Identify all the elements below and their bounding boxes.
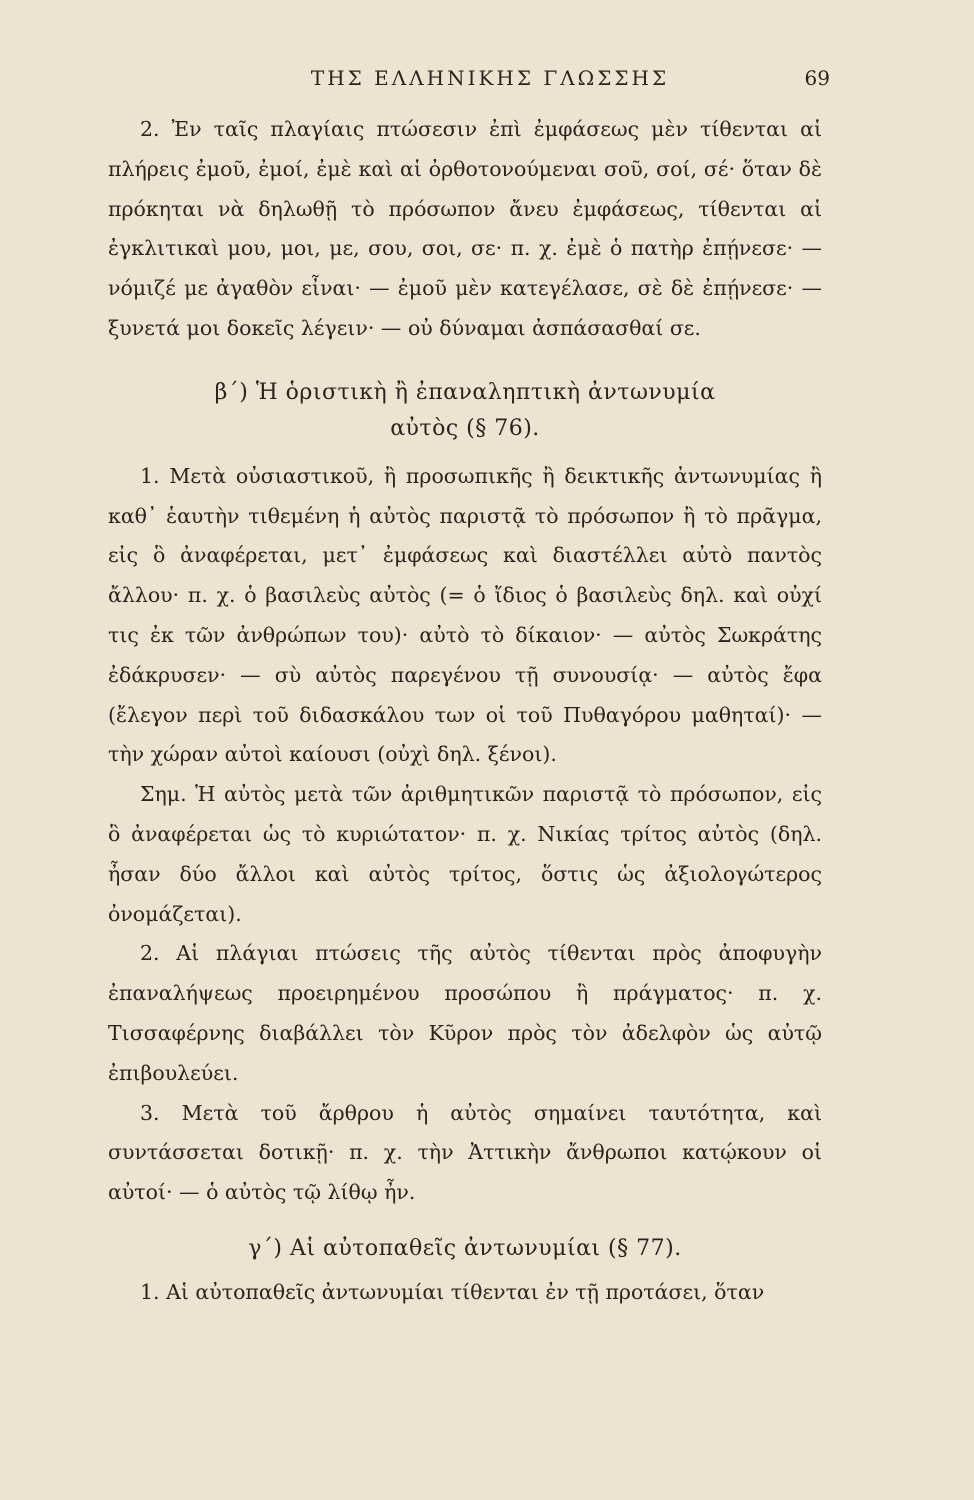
section-heading-b-line2: αὐτὸς (§ 76). <box>390 415 540 441</box>
paragraph-g1: 1. Αἱ αὐτοπαθεῖς ἀντωνυμίαι τίθενται ἐν τῇ προτάσει, ὅταν <box>140 1279 765 1304</box>
paragraph-b1: 1. Μετὰ οὐσιαστικοῦ, ἢ προσωπικῆς ἢ δεικτικῆς ἀντωνυμίας ἢ καθ᾽ ἑαυτὴν τιθεμένη ἡ αὐτὸς παριστᾷ τὸ πρόσωπον ἢ τὸ πρᾶγμα, εἰς ὃ ἀναφέρεται, μετ᾽ ἐμφάσεως καὶ διαστέλλει αὐτὸ παντὸς ἄλλου· π. χ. ὁ βασιλεὺς αὐτὸς (= ὁ ἴδιος ὁ βασιλεὺς δηλ. καὶ οὐχί τις ἐκ τῶν ἀνθρώπων του)· αὐτὸ τὸ δίκαιον· — αὐτὸς Σωκράτης ἐδάκρυσεν· — σὺ αὐτὸς παρεγένου τῇ συνουσίᾳ· — αὐτὸς ἔφα (ἔλεγον περὶ τοῦ διδασκάλου των οἱ τοῦ Πυθαγόρου μαθηταί)· — τὴν χώραν αὐτοὶ καίουσι (οὐχὶ δηλ. ξένοι). <box>108 463 822 767</box>
section-heading-b <box>108 375 822 447</box>
section-heading-b-line1: β΄) Ἡ ὁριστικὴ ἢ ἐπαναληπτικὴ ἀντωνυμία <box>214 379 716 405</box>
paragraph-b2: 2. Αἱ πλάγιαι πτώσεις τῆς αὐτὸς τίθενται πρὸς ἀποφυγὴν ἐπαναλήψεως προειρημένου προσώπου ἢ πράγματος· π. χ. Τισσαφέρνης διαβάλλει τὸν Κῦρον πρὸς τὸν ἀδελφὸν ὡς αὐτῷ ἐπιβουλεύει. <box>108 941 822 1085</box>
running-title: ΤΗΣ ΕΛΛΗΝΙΚΗΣ ΓΛΩΣΣΗΣ <box>310 66 670 90</box>
body-text <box>108 110 822 1313</box>
section-heading-g: γ΄) Αἱ αὐτοπαθεῖς ἀντωνυμίαι (§ 77). <box>248 1235 682 1261</box>
paragraph-2: 2. Ἐν ταῖς πλαγίαις πτώσεσιν ἐπὶ ἐμφάσεως μὲν τίθενται αἱ πλήρεις ἐμοῦ, ἐμοί, ἐμὲ καὶ αἱ ὀρθοτονούμεναι σοῦ, σοί, σέ· ὅταν δὲ πρόκηται νὰ δηλωθῇ τὸ πρόσωπον ἄνευ ἐμφάσεως, τίθενται αἱ ἐγκλιτικαὶ μου, μοι, με, σου, σοι, σε· π. χ. ἐμὲ ὁ πατὴρ ἐπῄνεσε· — νόμιζέ με ἀγαθὸν εἶναι· — ἐμοῦ μὲν κατεγέλασε, σὲ δὲ ἐπῄνεσε· — ξυνετά μοι δοκεῖς λέγειν· — οὐ δύναμαι ἀσπάσασθαί σε. <box>108 117 822 340</box>
page-number: 69 <box>804 66 830 90</box>
paragraph-note: Σημ. Ἡ αὐτὸς μετὰ τῶν ἀριθμητικῶν παριστᾷ τὸ πρόσωπον, εἰς ὃ ἀναφέρεται ὡς τὸ κυριώτατον· π. χ. Νικίας τρίτος αὐτὸς (δηλ. ἦσαν δύο ἄλλοι καὶ αὐτὸς τρίτος, ὅστις ὡς ἀξιολογώτερος ὀνομάζεται). <box>108 782 822 926</box>
paragraph-b3: 3. Μετὰ τοῦ ἄρθρου ἡ αὐτὸς σημαίνει ταυτότητα, καὶ συντάσσεται δοτικῇ· π. χ. τὴν Ἀττικὴν ἄνθρωποι κατῴκουν οἱ αὐτοί· — ὁ αὐτὸς τῷ λίθῳ ἦν. <box>108 1100 822 1205</box>
